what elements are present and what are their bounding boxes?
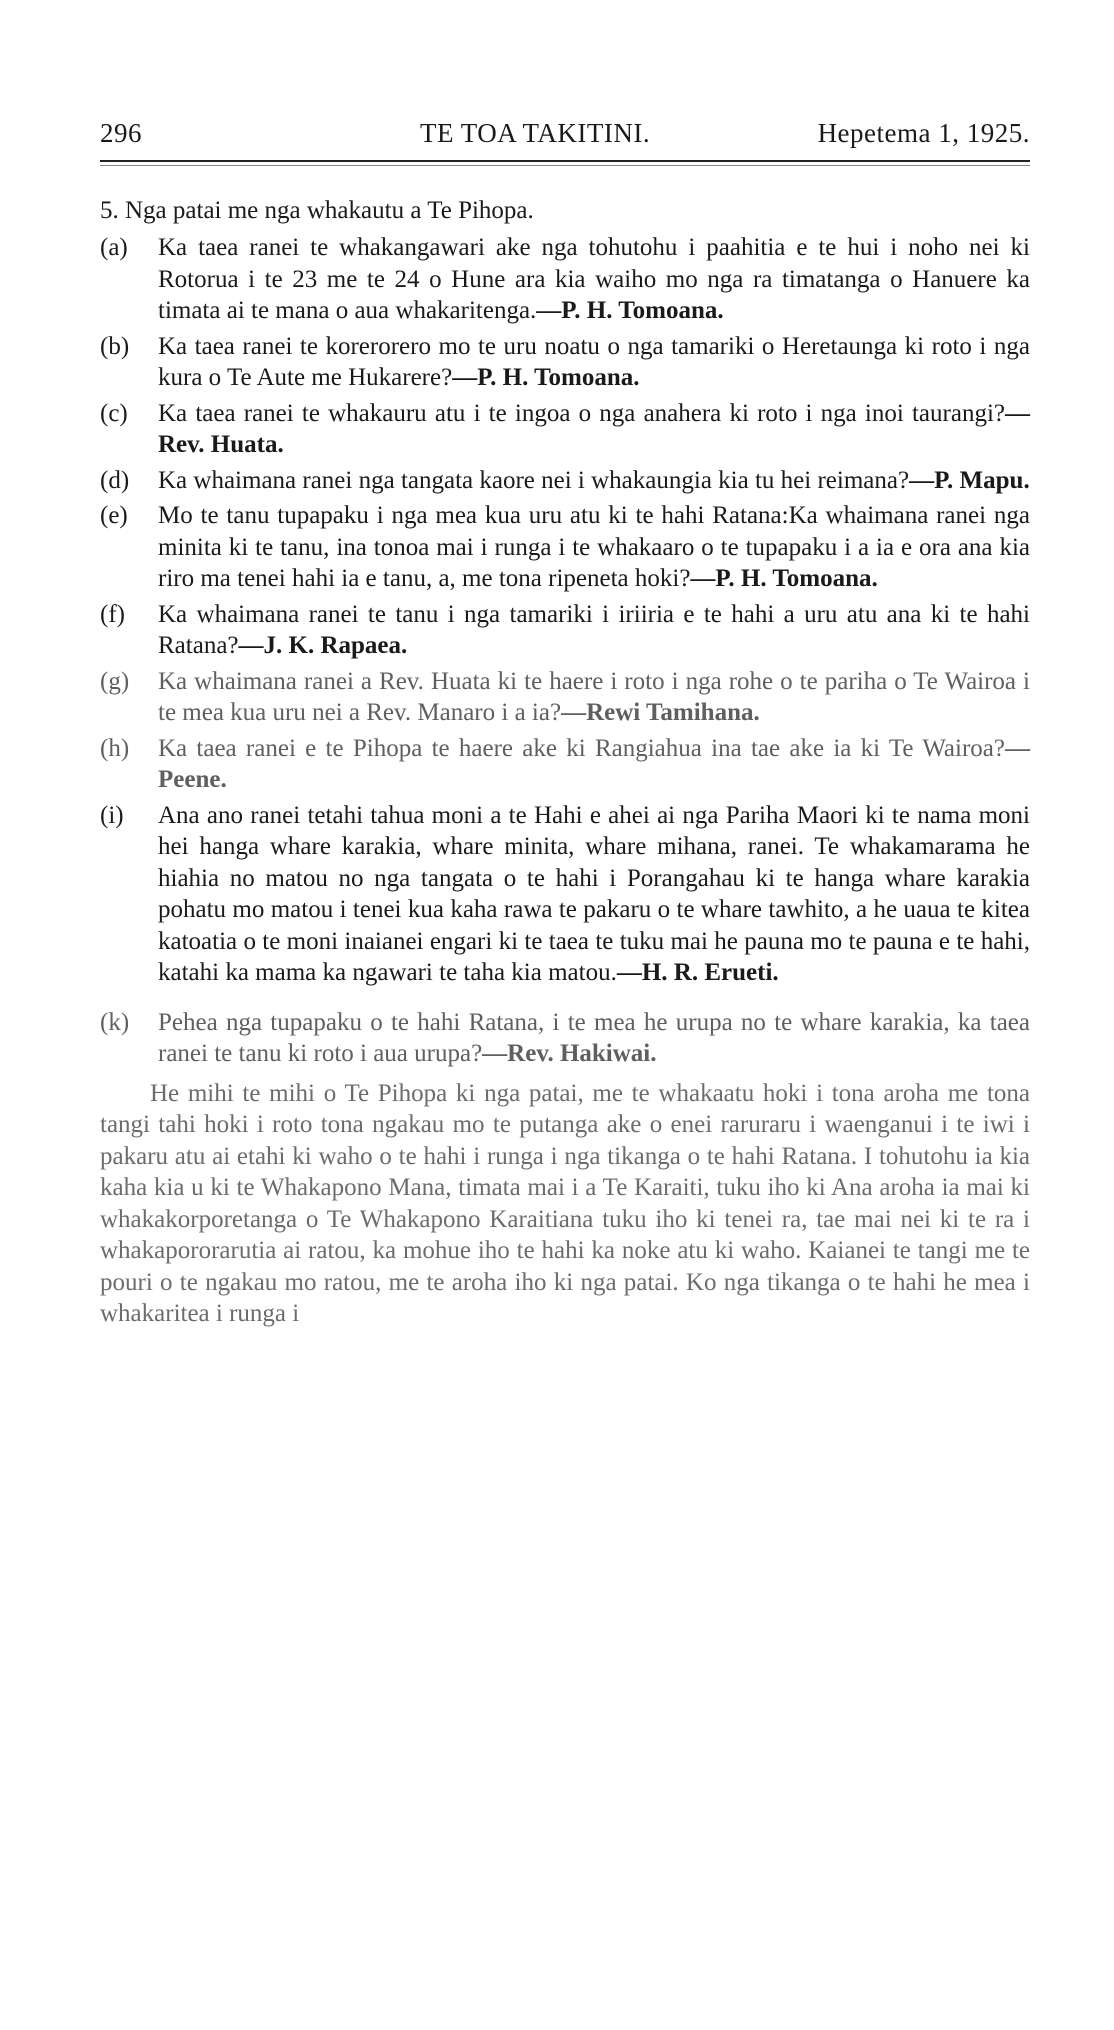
section-title: 5. Nga patai me nga whakautu a Te Pihopa. xyxy=(100,197,534,224)
page-header xyxy=(100,118,1030,156)
question-label: (k) xyxy=(100,1008,130,1036)
question-text: Ka taea ranei te korerorero mo te uru noatu o nga tamariki o Heretaunga ki roto i nga kura o Te Aute me Hukarere? xyxy=(158,332,1030,391)
question-label: (b) xyxy=(100,332,130,360)
question-label: (f) xyxy=(100,600,125,628)
question-text: Ka whaimana ranei a Rev. Huata ki te haere i roto i nga rohe o te pariha o Te Wairoa i te mea kua uru nei a Rev. Manaro i a ia? xyxy=(158,667,1030,726)
issue-date: Hepetema 1, 1925. xyxy=(817,118,1030,148)
question-attribution: —P. Mapu. xyxy=(909,466,1030,494)
publication-title: TE TOA TAKITINI. xyxy=(420,118,651,148)
question-c xyxy=(100,398,1030,461)
closing-paragraph: He mihi te mihi o Te Pihopa ki nga patai, me te whakaatu hoki i tona aroha me tona tangi tahi hoki i roto tona ngakau mo te putanga ake o enei raruraru i waenganui i te iwi i pakaru atu ai etahi ki waho o te hahi i runga i nga tikanga o te hahi Ratana. I tohutohu ia kia kaha kia u ki te Whakapono Mana, timata mai i a Te Karaiti, tuku iho ki Ana aroha ia mai ki whakakorporetanga o Te Whakapono Karaitiana tuku iho ki tenei ra, tae mai nei ki te ra i whakapororarutia ai ratou, ka mohue iho te hahi ka noke atu ki waho. Kaianei te tangi me te pouri o te ngakau mo ratou, me te aroha iho ki nga patai. Ko nga tikanga o te hahi he mea i whakaritea i runga i xyxy=(100,1079,1030,1327)
question-text: Ka taea ranei e te Pihopa te haere ake ki Rangiahua ina tae ake ia ki Te Wairoa? xyxy=(158,734,1005,762)
questions-list xyxy=(100,232,1030,1070)
question-label: (a) xyxy=(100,234,128,261)
question-text: Ana ano ranei tetahi tahua moni a te Hahi e ahei ai nga Pariha Maori ki te nama moni hei hanga whare karakia, whare minita, whare mihana, ranei. Te whakamarama he hiahia no matou no nga tangata o te hahi i Porangahau ki te hanga whare karakia pohatu mo matou i tenei kua kaha rawa te pakaru o te whare tawhito, a he uaua te kitea katoatia o te moni inaianei engari ki te taea te tuku mai he pauna mo te pauna e te hahi, katahi ka mama ka ngawari te taha kia matou. xyxy=(158,801,1030,986)
question-i xyxy=(100,800,1030,989)
question-text: Ka taea ranei te whakauru atu i te ingoa o nga anahera ki roto i nga inoi taurangi? xyxy=(158,399,1005,427)
question-label: (i) xyxy=(100,801,124,829)
question-attribution: —Peene. xyxy=(158,734,1030,793)
page-number: 296 xyxy=(100,118,142,148)
question-e xyxy=(100,500,1030,595)
question-text: Ka whaimana ranei nga tangata kaore nei i whakaungia kia tu hei reimana? xyxy=(158,466,910,494)
question-k xyxy=(100,1007,1030,1070)
question-text: Ka whaimana ranei te tanu i nga tamariki i iriiria e te hahi a uru atu ana ki te hahi Ratana? xyxy=(158,600,1030,659)
question-g xyxy=(100,666,1030,729)
question-attribution: —Rewi Tamihana. xyxy=(561,699,760,726)
question-text: Pehea nga tupapaku o te hahi Ratana, i te mea he urupa no te whare karakia, ka taea ranei te tanu ki roto i aua urupa? xyxy=(158,1008,1030,1067)
question-attribution: —H. R. Erueti. xyxy=(616,959,779,986)
question-attribution: —P. H. Tomoana. xyxy=(452,364,640,391)
document-page xyxy=(100,118,1030,1330)
question-attribution: —J. K. Rapaea. xyxy=(238,632,408,659)
question-label: (g) xyxy=(100,667,130,695)
question-f xyxy=(100,599,1030,662)
header-rule xyxy=(100,160,1030,162)
question-h xyxy=(100,733,1030,796)
question-attribution: —Rev. Hakiwai. xyxy=(482,1040,657,1067)
header-rule-thin xyxy=(100,165,1030,166)
question-attribution: —P. H. Tomoana. xyxy=(690,565,878,592)
question-label: (h) xyxy=(100,734,130,762)
question-label: (d) xyxy=(100,466,130,494)
question-label: (e) xyxy=(100,502,128,529)
question-d xyxy=(100,465,1030,497)
question-b xyxy=(100,331,1030,394)
question-label: (c) xyxy=(100,399,128,427)
question-text: Ka taea ranei te whakangawari ake nga tohutohu i paahitia e te hui i noho nei ki Rotorua i te 23 me te 24 o Hune ara kia waiho mo nga ra timatanga o Hanuere ka timata ai te mana o aua whakaritenga. xyxy=(158,234,1030,324)
question-attribution: —Rev. Huata. xyxy=(158,399,1030,458)
question-attribution: —P. H. Tomoana. xyxy=(536,297,724,324)
question-text: Mo te tanu tupapaku i nga mea kua uru atu ki te hahi Ratana:Ka whaimana ranei nga minita ki te tanu, ina tonoa mai i runga i te whakaaro o te tupapaku i a ia e ora ana kia riro ma tenei hahi ia e tanu, a, me tona ripeneta hoki? xyxy=(158,502,1030,592)
question-a xyxy=(100,232,1030,327)
